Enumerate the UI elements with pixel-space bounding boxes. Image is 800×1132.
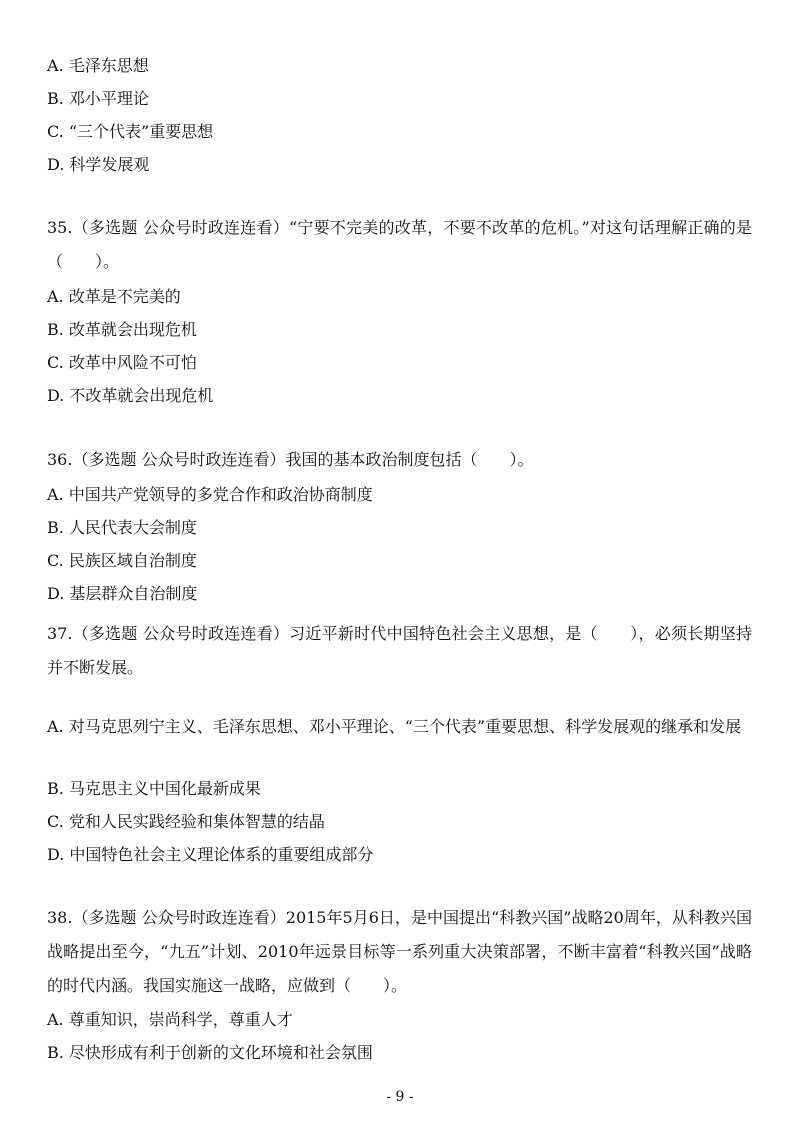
question-37-option-a: A. 对马克思列宁主义、毛泽东思想、邓小平理论、“三个代表”重要思想、科学发展观的继承和发展 bbox=[47, 717, 742, 736]
question-38-stem: 38.（多选题 公众号时政连连看）2015年5月6日，是中国提出“科教兴国”战略20周年，从科教兴国战略提出至今，“九五”计划、2010年远景目标等一系列重大决策部署，不断丰富着“科教兴国”战略的时代内涵。我国实施这一战略，应做到（ ）。 bbox=[47, 908, 752, 995]
question-37-option-c: C. 党和人民实践经验和集体智慧的结晶 bbox=[47, 812, 325, 831]
question-35-option-c: C. 改革中风险不可怕 bbox=[47, 353, 197, 372]
question-37-stem: 37.（多选题 公众号时政连连看）习近平新时代中国特色社会主义思想，是（ ），必须长期坚持并不断发展。 bbox=[47, 624, 752, 677]
question-38-option-b: B. 尽快形成有利于创新的文化环境和社会氛围 bbox=[47, 1043, 373, 1062]
question-37-option-d: D. 中国特色社会主义理论体系的重要组成部分 bbox=[47, 845, 374, 864]
question-37-option-b: B. 马克思主义中国化最新成果 bbox=[47, 779, 261, 798]
question-35-option-d: D. 不改革就会出现危机 bbox=[47, 386, 214, 405]
question-36-stem: 36.（多选题 公众号时政连连看）我国的基本政治制度包括（ ）。 bbox=[47, 450, 534, 469]
prev-option-a: A. 毛泽东思想 bbox=[47, 56, 149, 75]
question-36-option-c: C. 民族区域自治制度 bbox=[47, 551, 197, 570]
question-35-option-b: B. 改革就会出现危机 bbox=[47, 320, 197, 339]
question-36-option-a: A. 中国共产党领导的多党合作和政治协商制度 bbox=[47, 485, 373, 504]
prev-option-b: B. 邓小平理论 bbox=[47, 89, 149, 108]
question-35-option-a: A. 改革是不完美的 bbox=[47, 287, 181, 306]
prev-option-d: D. 科学发展观 bbox=[47, 155, 150, 174]
question-38-option-a: A. 尊重知识，崇尚科学，尊重人才 bbox=[47, 1010, 293, 1029]
question-35-stem: 35.（多选题 公众号时政连连看）“宁要不完美的改革，不要不改革的危机。”对这句话理解正确的是（ ）。 bbox=[47, 218, 752, 271]
question-36-option-b: B. 人民代表大会制度 bbox=[47, 518, 197, 537]
question-36-option-d: D. 基层群众自治制度 bbox=[47, 584, 198, 603]
prev-option-c: C. “三个代表”重要思想 bbox=[47, 122, 214, 141]
page-number: - 9 - bbox=[386, 1089, 414, 1105]
